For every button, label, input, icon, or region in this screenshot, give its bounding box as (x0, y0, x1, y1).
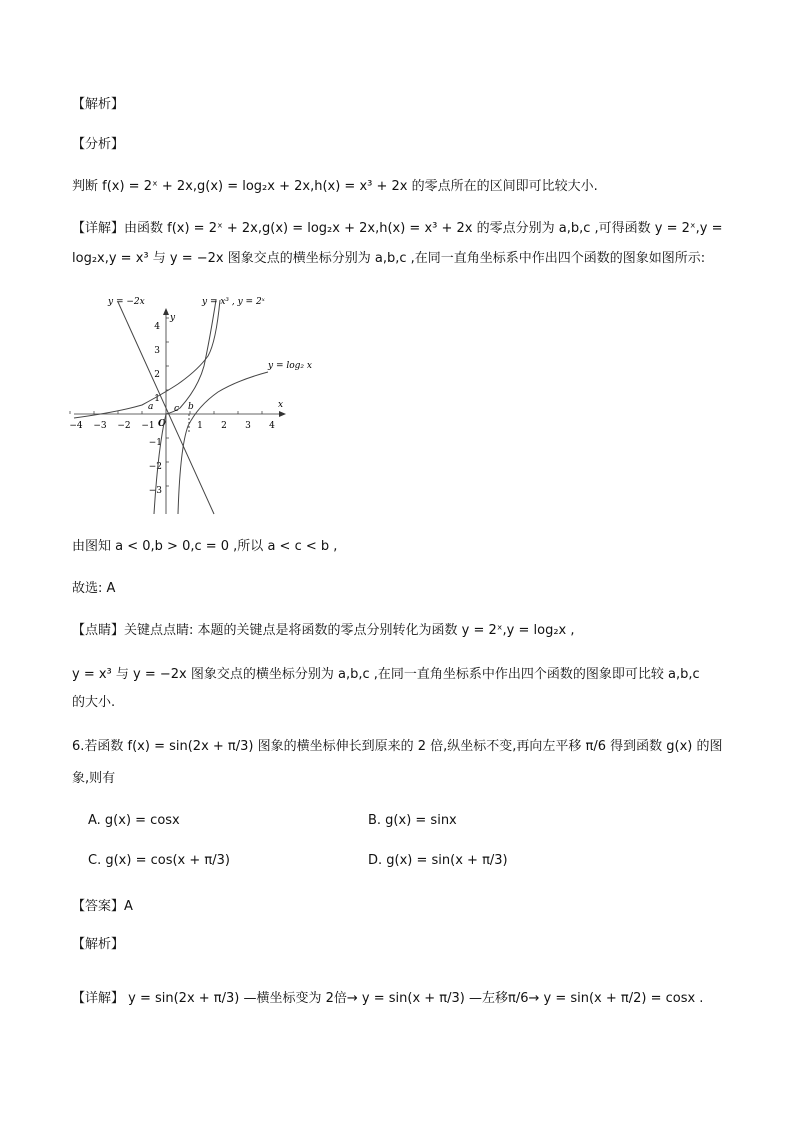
section-jiexi2-heading: 【解析】 (72, 937, 125, 952)
x-tick-4: 4 (269, 421, 275, 431)
point-label-a: a (148, 402, 154, 412)
origin-label: O (158, 419, 166, 429)
x-axis-arrow (279, 411, 286, 417)
xiangjie2-text: 【详解】 y = sin(2x + π/3) —横坐标变为 2倍→ y = sin(x + π/3) —左移π/6→ y = sin(x + π/2) = cosx . (72, 991, 704, 1006)
y-tick-2: 2 (154, 370, 160, 380)
x-axis-label: x (278, 400, 284, 410)
option-b: B. g(x) = sinx (368, 813, 457, 828)
y-tick-4: 4 (154, 322, 160, 332)
point-label-b: b (188, 402, 194, 412)
y-tick-neg1: −1 (148, 438, 162, 448)
fenxi-text: 判断 f(x) = 2ˣ + 2x,g(x) = log₂x + 2x,h(x) = x³ + 2x 的零点所在的区间即可比较大小. (72, 179, 598, 194)
function-graph-figure (68, 288, 312, 520)
dianjing-text-line1: 【点睛】关键点点睛: 本题的关键点是将函数的零点分别转化为函数 y = 2ˣ,y = log₂x , (72, 623, 575, 638)
question-6-line2: 象,则有 (72, 771, 116, 786)
y-tick-neg2: −2 (148, 462, 162, 472)
y-axis-label: y (170, 313, 176, 323)
x-tick-neg2: −2 (117, 421, 131, 431)
x-tick-3: 3 (245, 421, 251, 431)
x-tick-neg3: −3 (93, 421, 107, 431)
curve-y-2x (74, 300, 220, 418)
y-tick-1: 1 (154, 394, 160, 404)
option-c: C. g(x) = cos(x + π/3) (88, 853, 230, 868)
y-tick-neg3: −3 (148, 486, 162, 496)
dianjing-text-line2: y = x³ 与 y = −2x 图象交点的横坐标分别为 a,b,c ,在同一直角坐标系中作出四个函数的图象即可比较 a,b,c (72, 667, 700, 682)
x-tick-neg4: −4 (69, 421, 83, 431)
xiangjie-text-line1: 【详解】由函数 f(x) = 2ˣ + 2x,g(x) = log₂x + 2x,h(x) = x³ + 2x 的零点分别为 a,b,c ,可得函数 y = 2ˣ,y = (72, 221, 723, 236)
section-jiexi-heading: 【解析】 (72, 97, 125, 112)
label-y-log2x: y = log₂ x (268, 361, 312, 371)
option-a: A. g(x) = cosx (88, 813, 180, 828)
x-tick-1: 1 (197, 421, 203, 431)
label-y-x3-y-2x: y = x³ , y = 2ˣ (202, 297, 265, 307)
point-label-c: c (174, 404, 180, 414)
x-tick-2: 2 (221, 421, 227, 431)
dianjing-text-line3: 的大小. (72, 695, 116, 710)
section-fenxi-heading: 【分析】 (72, 137, 125, 152)
curve-y-x3 (154, 300, 216, 514)
question-6-line1: 6.若函数 f(x) = sin(2x + π/3) 图象的横坐标伸长到原来的 2 倍,纵坐标不变,再向左平移 π/6 得到函数 g(x) 的图 (72, 739, 723, 754)
y-tick-3: 3 (154, 346, 160, 356)
y-tick-marks (166, 318, 169, 486)
choice-text: 故选: A (72, 581, 116, 596)
x-tick-neg1: −1 (141, 421, 155, 431)
conclusion-text: 由图知 a < 0,b > 0,c = 0 ,所以 a < c < b , (72, 539, 338, 554)
answer-text: 【答案】A (72, 899, 133, 914)
y-axis-arrow (163, 308, 169, 315)
label-y-neg2x: y = −2x (108, 297, 145, 307)
xiangjie-text-line2: log₂x,y = x³ 与 y = −2x 图象交点的横坐标分别为 a,b,c ,在同一直角坐标系中作出四个函数的图象如图所示: (72, 251, 706, 266)
option-d: D. g(x) = sin(x + π/3) (368, 853, 508, 868)
